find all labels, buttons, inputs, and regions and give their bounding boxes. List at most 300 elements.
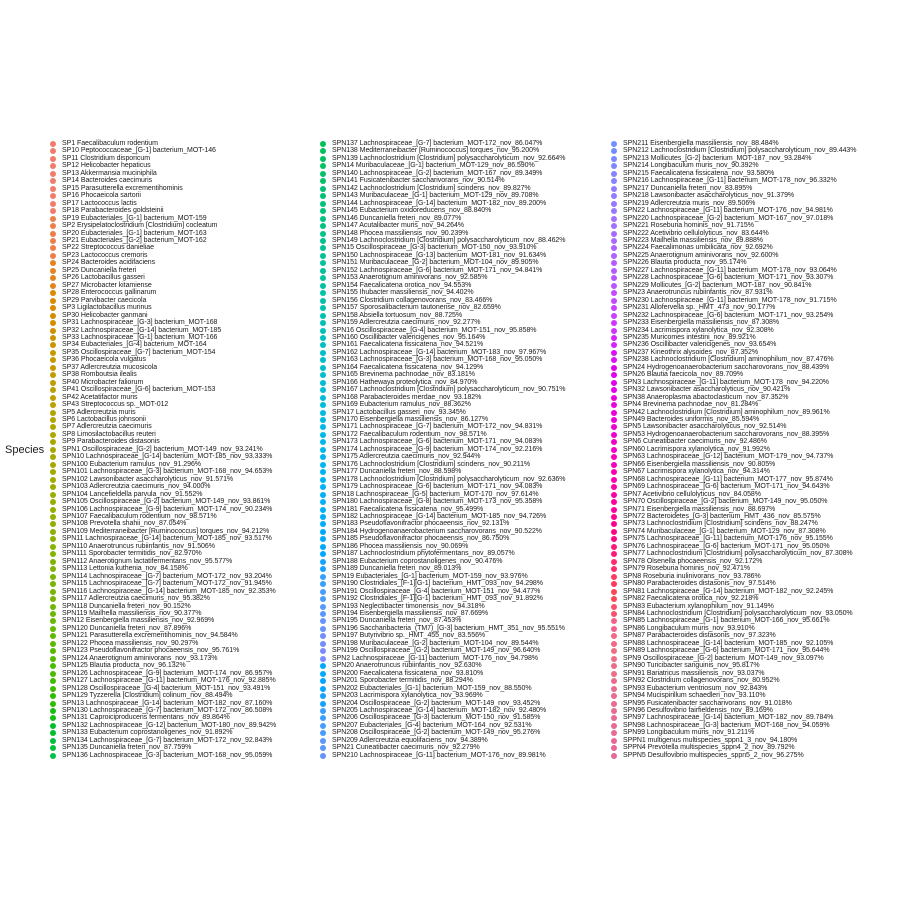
legend-label: SPN60 Lacrimispora xylanolytica_nov_91.992% — [623, 445, 770, 453]
legend-key-dot — [320, 380, 326, 386]
legend-key-dot — [50, 335, 56, 341]
legend-key-dot — [50, 231, 56, 237]
legend-key-dot — [611, 693, 617, 699]
legend-label: SPN181 Faecalicatena fissicatena_nov_95.499% — [332, 505, 484, 513]
legend-key-dot — [611, 216, 617, 222]
legend-key-dot — [50, 275, 56, 281]
legend-label: SP23 Lactococcus cremoris — [62, 251, 148, 259]
legend-key-dot — [320, 596, 326, 602]
legend-key-dot — [50, 529, 56, 535]
legend-label: SPN42 Lachnoclostridium [Clostridium] aminophilum_nov_89.961% — [623, 408, 830, 416]
legend-key-dot — [611, 730, 617, 736]
legend-label: SPN189 Duncaniella freteri_nov_89.013% — [332, 565, 462, 573]
legend-key-dot — [50, 417, 56, 423]
legend-label: SPN81 Lachnospiraceae_[G-14] bacterium_MOT-182_nov_92.245% — [623, 587, 834, 595]
legend-key-dot — [50, 753, 56, 759]
legend-label: SPN98 Lachnospiraceae_[G-3] bacterium_MOT-168_nov_94.059% — [623, 721, 830, 729]
legend-label: SPN132 Lachnospiraceae_[G-12] bacterium_MOT-180_nov_89.942% — [62, 721, 277, 729]
legend-label: SPN173 Lachnospiraceae_[G-6] bacterium_MOT-171_nov_94.083% — [332, 438, 543, 446]
legend-label: SP18 Parabacteroides goldsteinii — [62, 207, 164, 215]
legend-key-dot — [611, 387, 617, 393]
legend-key-dot — [50, 730, 56, 736]
legend-key-dot — [50, 551, 56, 557]
legend-label: SPN147 Acutalibacter muris_nov_94.264% — [332, 222, 464, 230]
legend-key-dot — [320, 216, 326, 222]
legend-key-dot — [50, 178, 56, 184]
legend-key-dot — [611, 521, 617, 527]
legend-key-dot — [320, 298, 326, 304]
legend-label: SPN195 Duncaniella freteri_nov_87.453% — [332, 617, 462, 625]
legend-label: SPN177 Duncaniella freteri_nov_88.598% — [332, 468, 462, 476]
legend-label: SPN18 Lachnospiraceae_[G-5] bacterium_MOT-170_nov_97.614% — [332, 490, 539, 498]
legend-key-dot — [611, 701, 617, 707]
legend-key-dot — [50, 626, 56, 632]
legend-label: SPN19 Eubacteriales_[G-1] bacterium_MOT-159_nov_93.976% — [332, 572, 528, 580]
legend-key-dot — [611, 245, 617, 251]
legend-label: SPN6 Cuneatibacter caecimuris_nov_92.486% — [623, 438, 767, 446]
legend-key-dot — [611, 529, 617, 535]
legend-label: SPN139 Lachnoclostridium [Clostridium] polysaccharolyticum_nov_92.664% — [332, 154, 566, 162]
legend-label: SP24 Bacteroides acidifaciens — [62, 259, 156, 267]
legend-label: SPN111 Sporobacter termitidis_nov_82.970% — [62, 550, 202, 558]
legend-label: SPN221 Roseburia hominis_nov_91.715% — [623, 222, 754, 230]
legend-label: SPN157 Sporosalibacterium tautonense_nov_82.659% — [332, 304, 501, 312]
legend-label: SPN89 Lachnospiraceae_[G-6] bacterium_MOT-171_nov_95.644% — [623, 647, 830, 655]
legend-key-dot — [50, 715, 56, 721]
legend-key-dot — [320, 671, 326, 677]
legend-key-dot — [611, 335, 617, 341]
legend-label: SPN118 Duncaniella freteri_nov_90.152% — [62, 602, 191, 610]
legend-label: SP27 Microbacter kitamiense — [62, 281, 152, 289]
legend-key-dot — [611, 671, 617, 677]
legend-label: SPN63 Lachnospiraceae_[G-12] bacterium_MOT-179_nov_94.737% — [623, 453, 834, 461]
legend-label: SPN12 Eisenbergiella massiliensis_nov_92.969% — [62, 617, 215, 625]
legend-label: SPN204 Oscillospiraceae_[G-2] bacterium_MOT-149_nov_93.452% — [332, 699, 541, 707]
legend-label: SPN206 Oscillospiraceae_[G-3] bacterium_MOT-150_nov_91.585% — [332, 714, 541, 722]
legend-label: SPN192 Clostridiales_[F-1][G-1] bacterium_HMT_093_nov_91.892% — [332, 595, 543, 603]
legend-key-dot — [320, 641, 326, 647]
legend-label: SPN69 Lachnospiraceae_[G-6] bacterium_MOT-171_nov_94.643% — [623, 483, 830, 491]
legend-key-dot — [611, 551, 617, 557]
legend-key-dot — [611, 715, 617, 721]
legend-key-dot — [320, 290, 326, 296]
legend-key-dot — [50, 633, 56, 639]
legend-label: SPN194 Eisenbergiella massiliensis_nov_87.669% — [332, 609, 489, 617]
legend-label: SPN237 Kineothrix alysoides_nov_87.352% — [623, 348, 759, 356]
legend-label: SPN108 Prevotella shahii_nov_87.054% — [62, 520, 187, 528]
legend-label: SP34 Eubacteriales_[G-4] bacterium_MOT-164 — [62, 341, 207, 349]
legend-label: SPPN4 Prevotella multispecies_sppn4_2_nov_89.792% — [623, 744, 795, 752]
legend-label: SP41 Oscillospiraceae_[G-6] bacterium_MOT-153 — [62, 386, 216, 394]
legend-label: SP36 Phocaeicola vulgatus — [62, 356, 146, 364]
legend-label: SPN136 Lachnospiraceae_[G-3] bacterium_MOT-168_nov_95.059% — [62, 751, 273, 759]
legend-label: SPN140 Lachnospiraceae_[G-2] bacterium_MOT-167_nov_89.349% — [332, 169, 543, 177]
legend-label: SPN99 Longibaculum muris_nov_91.211% — [623, 729, 755, 737]
legend-label: SPN73 Lachnoclostridium [Clostridium] scindens_nov_88.247% — [623, 520, 818, 528]
legend-key-dot — [320, 611, 326, 617]
legend-key-dot — [320, 745, 326, 751]
legend-key-dot — [611, 313, 617, 319]
legend-label: SP2 Erysipelatoclostridium [Clostridium] cocleatum — [62, 222, 218, 230]
legend-label: SPN121 Parasutterella excrementihominis_nov_94.584% — [62, 632, 238, 640]
legend-key-dot — [50, 216, 56, 222]
legend-label: SPN129 Tyzzerella [Clostridium] colinum_nov_88.494% — [62, 692, 233, 700]
legend-label: SPPN5 Desulfovibrio multispecies_sppn5_2_nov_96.275% — [623, 751, 804, 759]
legend-key-dot — [50, 693, 56, 699]
legend-label: SPN106 Lachnospiraceae_[G-9] bacterium_MOT-174_nov_90.234% — [62, 505, 273, 513]
legend-key-dot — [611, 342, 617, 348]
legend-key-dot — [320, 566, 326, 572]
legend-key-dot — [320, 439, 326, 445]
legend-label: SPN174 Lachnospiraceae_[G-9] bacterium_MOT-174_nov_92.216% — [332, 445, 543, 453]
legend-key-dot — [320, 462, 326, 468]
legend-key-dot — [50, 439, 56, 445]
legend-key-dot — [611, 208, 617, 214]
legend-key-dot — [611, 626, 617, 632]
legend-label: SPN97 Lachnospiraceae_[G-14] bacterium_MOT-182_nov_89.784% — [623, 714, 834, 722]
legend-label: SP32 Lachnospiraceae_[G-14] bacterium_MOT-185 — [62, 326, 222, 334]
legend-label: SPN127 Lachnospiraceae_[G-11] bacterium_MOT-176_nov_92.885% — [62, 677, 276, 685]
legend-label: SP14 Bacteroides caecimuris — [62, 177, 153, 185]
legend-label: SPN226 Blautia producta_nov_95.174% — [623, 259, 747, 267]
legend-key-dot — [611, 611, 617, 617]
legend-key-dot — [611, 201, 617, 207]
legend-label: SPN198 Muribaculaceae_[G-2] bacterium_MOT-104_nov_89.544% — [332, 639, 539, 647]
legend-key-dot — [320, 559, 326, 565]
legend-label: SPN70 Oscillospiraceae_[G-2] bacterium_MOT-149_nov_95.050% — [623, 498, 828, 506]
legend-key-dot — [50, 424, 56, 430]
legend-label: SPN38 Anaeroplasma abactoclasticum_nov_87.352% — [623, 393, 789, 401]
legend-label: SPN170 Eisenbergiella massiliensis_nov_86.127% — [332, 416, 489, 424]
legend-key-dot — [611, 298, 617, 304]
legend-label: SPN122 Phocea massiliensis_nov_90.297% — [62, 639, 199, 647]
legend-key-dot — [320, 633, 326, 639]
legend-key-dot — [320, 708, 326, 714]
legend-key-dot — [611, 499, 617, 505]
legend-label: SPN222 Acetivibrio cellulolyticus_nov_83.644% — [623, 229, 769, 237]
legend-label: SPN125 Blautia producta_nov_96.132% — [62, 662, 186, 670]
legend-label: SP35 Oscillospiraceae_[G-7] bacterium_MOT-154 — [62, 348, 216, 356]
legend-key-dot — [50, 223, 56, 229]
legend-key-dot — [320, 663, 326, 669]
legend-label: SPN231 Allofervella sp._HMT_473_nov_90.177% — [623, 304, 776, 312]
legend-key-dot — [320, 201, 326, 207]
legend-label: SPN8 Roseburia inulinivorans_nov_93.786% — [623, 572, 761, 580]
legend-key-dot — [611, 275, 617, 281]
legend-key-dot — [320, 447, 326, 453]
legend-key-dot — [611, 350, 617, 356]
legend-key-dot — [50, 193, 56, 199]
legend-label: SPN200 Faecalicatena fissicatena_nov_93.810% — [332, 669, 484, 677]
legend-key-dot — [320, 186, 326, 192]
legend-label: SPPN1 multigenus multispecies_sppn1_3_nov_94.180% — [623, 736, 798, 744]
legend-key-dot — [320, 156, 326, 162]
legend-label: SP7 Adlercreutzia caecimuris — [62, 423, 152, 431]
legend-label: SPN2 Lachnospiraceae_[G-11] bacterium_MOT-176_nov_94.798% — [332, 654, 538, 662]
legend-label: SPN103 Adlercreutzia caecimuris_nov_94.000% — [62, 483, 211, 491]
legend-label: SP25 Duncaniella freteri — [62, 266, 137, 274]
legend-label: SPN88 Lachnospiraceae_[G-14] bacterium_MOT-185_nov_92.105% — [623, 639, 834, 647]
legend-key-dot — [320, 193, 326, 199]
legend-label: SPN105 Oscillospiraceae_[G-2] bacterium_MOT-149_nov_93.861% — [62, 498, 271, 506]
legend-key-dot — [320, 514, 326, 520]
legend-key-dot — [50, 148, 56, 154]
legend-key-dot — [50, 536, 56, 542]
legend-key-dot — [611, 536, 617, 542]
legend-label: SPN124 Anaerotignum aminivorans_nov_93.173% — [62, 654, 218, 662]
legend-label: SP33 Lachnospiraceae_[G-1] bacterium_MOT-166 — [62, 333, 218, 341]
legend-key-dot — [611, 596, 617, 602]
legend-key-dot — [50, 238, 56, 244]
legend-label: SPN84 Lachnoclostridium [Clostridium] polysaccharolyticum_nov_93.050% — [623, 609, 853, 617]
legend-label: SPN210 Lachnospiraceae_[G-11] bacterium_MOT-176_nov_89.981% — [332, 751, 546, 759]
legend-key-dot — [320, 305, 326, 311]
legend-label: SPN183 Pseudoflavonifractor phocaeensis_nov_92.131% — [332, 520, 510, 528]
legend-label: SPN75 Lachnospiraceae_[G-11] bacterium_MOT-176_nov_95.155% — [623, 535, 833, 543]
legend-key-dot — [320, 499, 326, 505]
legend-key-dot — [320, 163, 326, 169]
legend-key-dot — [320, 507, 326, 513]
legend-key-dot — [611, 544, 617, 550]
legend-key-dot — [320, 417, 326, 423]
legend-label: SPN95 Fusicatenibacter saccharivorans_nov_91.018% — [623, 699, 792, 707]
legend-key-dot — [320, 141, 326, 147]
legend-key-dot — [320, 208, 326, 214]
legend-key-dot — [50, 342, 56, 348]
legend-label: SPN71 Eisenbergiella massiliensis_nov_88.697% — [623, 505, 776, 513]
legend-key-dot — [50, 156, 56, 162]
legend-label: SPN219 Adlercreutzia muris_nov_89.506% — [623, 199, 756, 207]
legend-key-dot — [611, 283, 617, 289]
legend-title: Species — [5, 444, 45, 456]
legend-key-dot — [50, 380, 56, 386]
legend-key-dot — [50, 260, 56, 266]
legend-key-dot — [320, 342, 326, 348]
legend-key-dot — [50, 253, 56, 259]
legend-label: SPN148 Phocea massiliensis_nov_90.239% — [332, 229, 469, 237]
legend-key-dot — [611, 365, 617, 371]
legend-label: SPN20 Anaerotruncus rubiinfantis_nov_92.630% — [332, 662, 482, 670]
legend-key-dot — [50, 201, 56, 207]
legend-label: SPN191 Oscillospiraceae_[G-4] bacterium_MOT-151_nov_94.477% — [332, 587, 541, 595]
legend-label: SPN138 Mediterraneibacter [Ruminococcus] torques_nov_95.200% — [332, 147, 540, 155]
legend-key-dot — [50, 186, 56, 192]
legend-key-dot — [320, 260, 326, 266]
legend-label: SPN236 Oscillibacter valericigenes_nov_93.654% — [623, 341, 777, 349]
legend-label: SPN187 Lachnoclostridium phytofermentans_nov_89.057% — [332, 550, 515, 558]
legend-label: SPN227 Lachnospiraceae_[G-11] bacterium_MOT-178_nov_93.064% — [623, 266, 837, 274]
legend-label: SPN5 Lawsonibacter asaccharolyticus_nov_92.514% — [623, 423, 787, 431]
legend-label: SPN146 Duncaniella freteri_nov_89.077% — [332, 214, 462, 222]
legend-key-dot — [611, 574, 617, 580]
legend-label: SPN184 Hydrogenoanaerobacterium saccharovorans_nov_90.522% — [332, 527, 542, 535]
legend-label: SPN120 Duncaniella freteri_nov_87.896% — [62, 624, 192, 632]
legend-label: SPN218 Lawsonibacter asaccharolyticus_nov_91.379% — [623, 192, 795, 200]
legend-label: SP17 Lactococcus lactis — [62, 199, 137, 207]
legend-key-dot — [320, 678, 326, 684]
legend-key-dot — [320, 484, 326, 490]
legend-key-dot — [320, 656, 326, 662]
legend-key-dot — [50, 581, 56, 587]
legend-key-dot — [611, 559, 617, 565]
legend-key-dot — [611, 507, 617, 513]
legend-label: SPN96 Desulfovibrio fairfieldensis_nov_89.169% — [623, 706, 773, 714]
legend-label: SPN149 Lachnoclostridium [Clostridium] polysaccharolyticum_nov_88.462% — [332, 236, 566, 244]
legend-label: SPN234 Lacrimispora xylanolytica_nov_92.308% — [623, 326, 774, 334]
legend-label: SP12 Helicobacter hepaticus — [62, 162, 151, 170]
legend-label: SP43 Streptococcus sp._MOT-012 — [62, 401, 169, 409]
legend-label: SPN11 Lachnospiraceae_[G-14] bacterium_MOT-185_nov_93.517% — [62, 535, 272, 543]
legend-key-dot — [611, 678, 617, 684]
legend-label: SP28 Enterococcus gallinarum — [62, 289, 157, 297]
legend-label: SPN102 Lawsonibacter asaccharolyticus_nov_91.571% — [62, 475, 234, 483]
legend-key-dot — [320, 283, 326, 289]
legend-label: SPN135 Duncaniella freteri_nov_87.759% — [62, 744, 192, 752]
legend-key-dot — [50, 454, 56, 460]
legend-label: SPN82 Faecalicatena orotica_nov_92.218% — [623, 595, 759, 603]
legend-key-dot — [50, 574, 56, 580]
legend-label: SPN225 Anaerotignum aminivorans_nov_92.600% — [623, 251, 779, 259]
legend-key-dot — [611, 686, 617, 692]
legend-label: SPN104 Lancefieldella parvula_nov_91.552% — [62, 490, 203, 498]
legend-label: SPN100 Eubacterium ramulus_nov_91.296% — [62, 460, 201, 468]
legend-label: SPN80 Parabacteroides distasonis_nov_97.514% — [623, 580, 776, 588]
legend-key-dot — [611, 633, 617, 639]
legend-key-dot — [50, 141, 56, 147]
legend-label: SP5 Adlercreutzia muris — [62, 408, 136, 416]
legend-key-dot — [611, 618, 617, 624]
legend-label: SPN223 Mailhella massiliensis_nov_89.888% — [623, 236, 763, 244]
legend-label: SPN13 Lachnospiraceae_[G-14] bacterium_MOT-182_nov_87.160% — [62, 699, 273, 707]
legend-label: SPN214 Longibaculum muris_nov_90.392% — [623, 162, 759, 170]
legend-key-dot — [611, 589, 617, 595]
legend-label: SPN128 Oscillospiraceae_[G-4] bacterium_MOT-151_nov_93.491% — [62, 684, 271, 692]
legend-key-dot — [50, 514, 56, 520]
legend-key-dot — [50, 462, 56, 468]
legend-key-dot — [320, 410, 326, 416]
legend-key-dot — [611, 566, 617, 572]
legend-key-dot — [320, 551, 326, 557]
legend-key-dot — [611, 253, 617, 259]
legend-key-dot — [320, 544, 326, 550]
legend-key-dot — [320, 715, 326, 721]
legend-key-dot — [611, 648, 617, 654]
legend-label: SPN202 Eubacteriales_[G-1] bacterium_MOT-159_nov_88.550% — [332, 684, 532, 692]
legend-label: SPN115 Lachnospiraceae_[G-7] bacterium_MOT-172_nov_91.945% — [62, 580, 272, 588]
legend-label: SPN172 Faecalibaculum rodentium_nov_98.571% — [332, 430, 487, 438]
legend-key-dot — [50, 372, 56, 378]
legend-key-dot — [320, 730, 326, 736]
legend-key-dot — [50, 604, 56, 610]
legend-key-dot — [611, 723, 617, 729]
legend-label: SPN7 Acetivibrio cellulolyticus_nov_84.058% — [623, 490, 761, 498]
legend-key-dot — [50, 268, 56, 274]
legend-key-dot — [611, 290, 617, 296]
legend-key-dot — [50, 298, 56, 304]
legend-key-dot — [50, 708, 56, 714]
legend-label: SPN131 Caproiciproducens fermentans_nov_89.864% — [62, 714, 230, 722]
legend-label: SPN126 Lachnospiraceae_[G-9] bacterium_MOT-174_nov_86.957% — [62, 669, 273, 677]
legend-key-dot — [611, 708, 617, 714]
legend-key-dot — [50, 678, 56, 684]
legend-label: SPN93 Eubacterium ventriosum_nov_92.843% — [623, 684, 768, 692]
legend-key-dot — [611, 163, 617, 169]
legend-key-dot — [50, 469, 56, 475]
legend-key-dot — [611, 320, 617, 326]
legend-label: SPN53 Hydrogenoanaerobacterium saccharovorans_nov_88.395% — [623, 430, 830, 438]
legend-label: SP20 Eubacteriales_[G-1] bacterium_MOT-163 — [62, 229, 207, 237]
legend-key-dot — [50, 499, 56, 505]
legend-label: SPN72 Bacteroidetes_[G-3] bacterium_HMT_436_nov_85.575% — [623, 513, 821, 520]
legend-label: SPN68 Lachnospiraceae_[G-11] bacterium_MOT-177_nov_95.874% — [623, 475, 833, 483]
legend-label: SPN229 Mollicutes_[G-2] bacterium_MOT-187_nov_90.841% — [623, 281, 812, 289]
legend-label: SPN23 Anaerotruncus rubiinfantis_nov_87.931% — [623, 289, 773, 297]
legend-key-dot — [611, 186, 617, 192]
legend-label: SPN188 Eubacterium coprostanoligenes_nov_90.476% — [332, 557, 503, 565]
legend-key-dot — [611, 231, 617, 237]
legend-key-dot — [320, 357, 326, 363]
legend-label: SP40 Microbacter faliorum — [62, 378, 144, 386]
legend-key-dot — [320, 268, 326, 274]
legend-label: SPN190 Clostridiales_[F-1][G-1] bacterium_HMT_093_nov_94.298% — [332, 580, 543, 588]
legend-key-dot — [611, 604, 617, 610]
legend-key-dot — [50, 402, 56, 408]
legend-key-dot — [50, 447, 56, 453]
legend-key-dot — [320, 477, 326, 483]
legend-key-dot — [320, 245, 326, 251]
legend-key-dot — [611, 260, 617, 266]
legend-label: SPN79 Roseburia hominis_nov_92.471% — [623, 565, 751, 573]
legend-label: SPN91 Bariatricus massiliensis_nov_93.037% — [623, 669, 765, 677]
legend-key-dot — [320, 178, 326, 184]
legend-key-dot — [50, 171, 56, 177]
legend-key-dot — [320, 454, 326, 460]
legend-key-dot — [50, 357, 56, 363]
legend-key-dot — [50, 305, 56, 311]
legend-key-dot — [50, 410, 56, 416]
legend-label: SPN203 Lacrimispora xylanolytica_nov_93.969% — [332, 692, 483, 700]
legend-label: SP3 Ligilactobacillus murinus — [62, 304, 152, 312]
legend-key-dot — [611, 395, 617, 401]
legend-label: SPN143 Muribaculaceae_[G-1] bacterium_MOT-129_nov_89.708% — [332, 192, 539, 200]
legend-key-dot — [611, 432, 617, 438]
legend-key-dot — [611, 193, 617, 199]
legend-label: SPN230 Lachnospiraceae_[G-11] bacterium_MOT-178_nov_91.715% — [623, 296, 837, 304]
legend-key-dot — [50, 686, 56, 692]
legend-label: SPN119 Mailhella massiliensis_nov_90.377% — [62, 609, 202, 617]
legend-key-dot — [320, 469, 326, 475]
legend-label: SPN76 Lachnospiraceae_[G-6] bacterium_MOT-171_nov_95.050% — [623, 542, 830, 550]
legend-label: SP9 Parabacteroides distasonis — [62, 438, 160, 446]
legend-key-dot — [50, 290, 56, 296]
legend-key-dot — [320, 320, 326, 326]
legend-label: SPN9 Oscillospiraceae_[G-2] bacterium_MOT-149_nov_93.097% — [623, 654, 824, 662]
legend-key-dot — [611, 305, 617, 311]
legend-label: SPN201 Sporobacter termitidis_nov_88.294% — [332, 677, 473, 685]
legend-label: SP13 Akkermansia muciniphila — [62, 169, 157, 177]
legend-label: SPN228 Lachnospiraceae_[G-6] bacterium_MOT-171_nov_93.307% — [623, 274, 834, 282]
legend-label: SPN171 Lachnospiraceae_[G-7] bacterium_MOT-172_nov_94.831% — [332, 423, 543, 431]
legend-label: SPN113 Lettonia kuthenia_nov_84.158% — [62, 565, 188, 573]
legend-label: SPN235 Muricomes intestini_nov_89.921% — [623, 333, 756, 341]
legend-label: SPN141 Fusicatenibacter saccharivorans_nov_90.514% — [332, 177, 505, 185]
legend-key-dot — [611, 753, 617, 759]
legend-key-dot — [611, 514, 617, 520]
legend-key-dot — [320, 238, 326, 244]
legend-label: SPN175 Adlercreutzia caecimuris_nov_92.944% — [332, 453, 481, 461]
legend-key-dot — [50, 507, 56, 513]
legend-label: SPN14 Muribaculaceae_[G-1] bacterium_MOT-129_nov_86.590% — [332, 162, 535, 170]
